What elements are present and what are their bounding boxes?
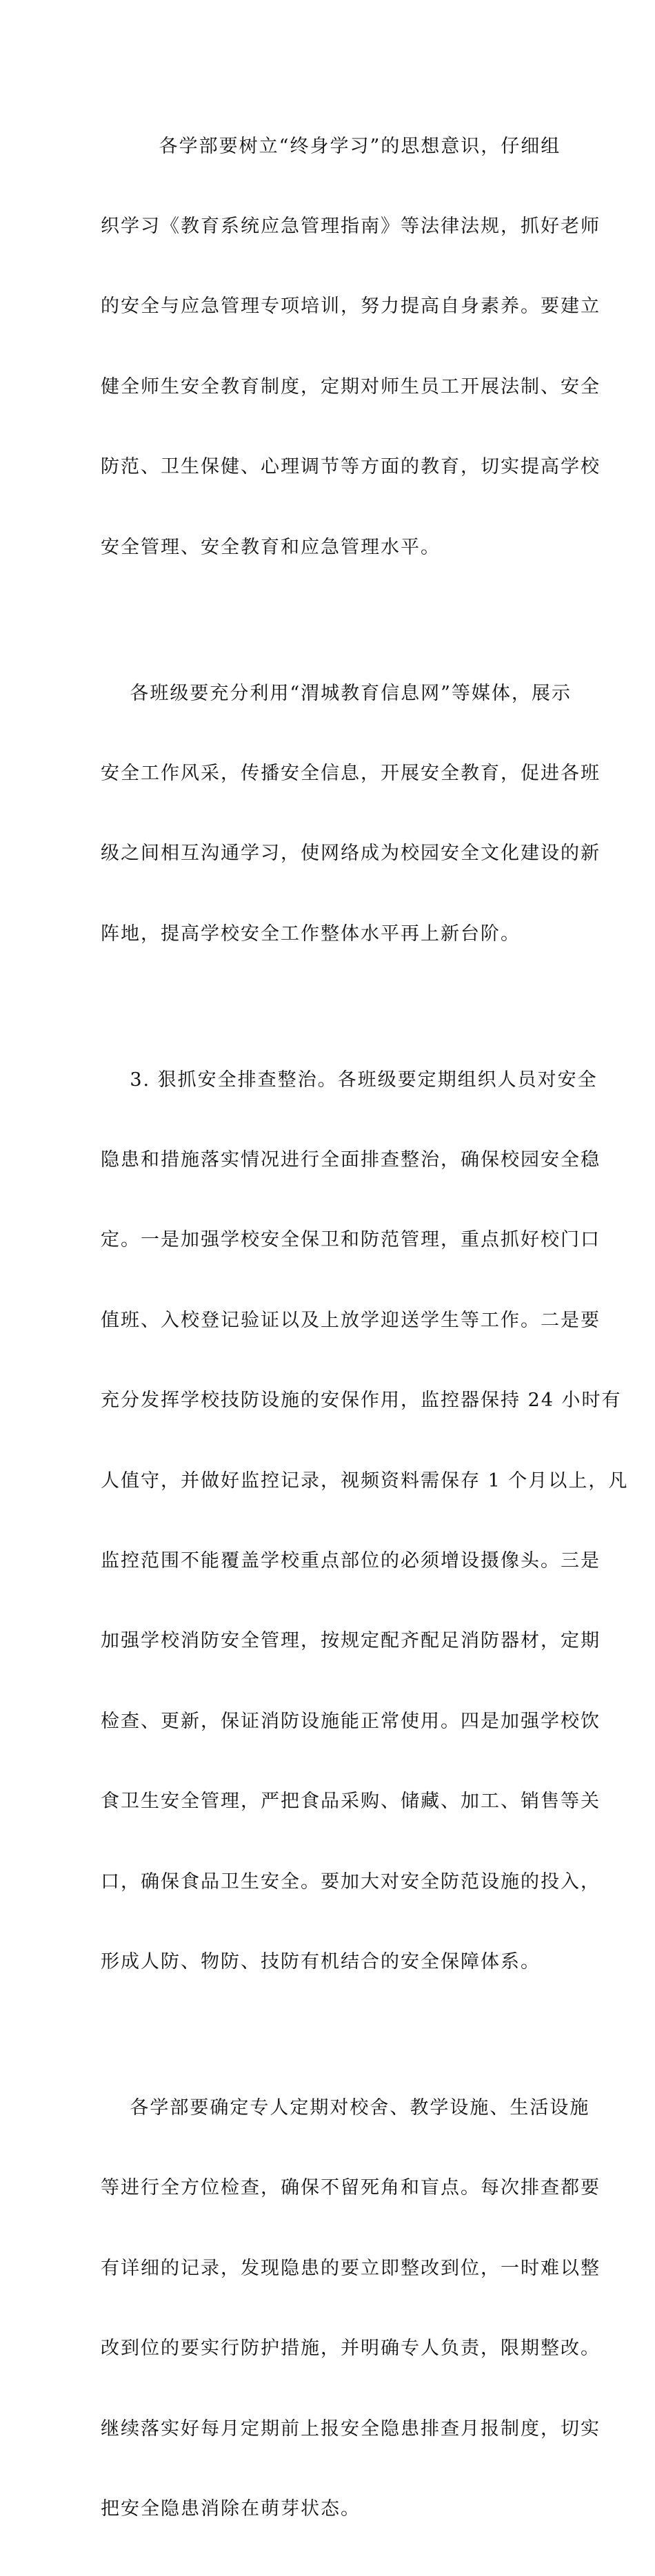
text-line: 有详细的记录，发现隐患的要立即整改到位，一时难以整 bbox=[101, 2257, 601, 2279]
text-line: 继续落实好每月定期前上报安全隐患排查月报制度，切实 bbox=[101, 2418, 601, 2440]
text-line: 等进行全方位检查，确保不留死角和盲点。每次排查都要 bbox=[101, 2177, 601, 2199]
text-line: 隐患和措施落实情况进行全面排查整治，确保校园安全稳 bbox=[101, 1149, 601, 1171]
text-line: 3. 狠抓安全排查整治。各班级要定期组织人员对安全 bbox=[101, 1069, 598, 1091]
text-line: 值班、入校登记验证以及上放学迎送学生等工作。二是要 bbox=[101, 1309, 601, 1331]
text-line: 定。一是加强学校安全保卫和防范管理，重点抓好校门口 bbox=[101, 1229, 601, 1251]
text-line: 形成人防、物防、技防有机结合的安全保障体系。 bbox=[101, 1950, 541, 1972]
document-body bbox=[101, 80, 629, 2576]
text-line: 级之间相互沟通学习，使网络成为校园安全文化建设的新 bbox=[101, 843, 601, 865]
text-line: 改到位的要实行防护措施，并明确专人负责，限期整改。 bbox=[101, 2338, 601, 2360]
text-line: 健全师生安全教育制度，定期对师生员工开展法制、安全 bbox=[101, 375, 601, 398]
text-line: 安全管理、安全教育和应急管理水平。 bbox=[101, 536, 441, 558]
text-line: 各学部要确定专人定期对校舍、教学设施、生活设施 bbox=[101, 2096, 590, 2119]
text-line: 充分发挥学校技防设施的安保作用，监控器保持 24 小时有 bbox=[101, 1390, 622, 1412]
text-line: 的安全与应急管理专项培训，努力提高自身素养。要建立 bbox=[101, 296, 601, 318]
paragraph-3 bbox=[101, 1013, 629, 2029]
paragraph-2 bbox=[101, 627, 601, 1001]
text-line: 各班级要充分利用“渭城教育信息网”等媒体，展示 bbox=[101, 682, 572, 704]
text-line: 口，确保食品卫生安全。要加大对安全防范设施的投入， bbox=[101, 1871, 601, 1893]
text-line: 把安全隐患消除在萌芽状态。 bbox=[101, 2497, 361, 2520]
text-line: 人值守，并做好监控记录，视频资料需保存 1 个月以上，凡 bbox=[101, 1470, 629, 1492]
text-line: 各学部要树立“终身学习”的思想意识，仔细组 bbox=[101, 135, 561, 157]
text-line: 安全工作风采，传播安全信息，开展安全教育，促进各班 bbox=[101, 762, 601, 784]
text-line: 加强学校消防安全管理，按规定配齐配足消防器材，定期 bbox=[101, 1630, 601, 1652]
text-line: 食卫生安全管理，严把食品采购、储藏、加工、销售等关 bbox=[101, 1791, 601, 1813]
text-line: 检查、更新，保证消防设施能正常使用。四是加强学校饮 bbox=[101, 1710, 601, 1732]
paragraph-4 bbox=[101, 2041, 601, 2576]
text-line: 防范、卫生保健、心理调节等方面的教育，切实提高学校 bbox=[101, 456, 601, 478]
paragraph-1 bbox=[101, 80, 601, 615]
text-line: 阵地，提高学校安全工作整体水平再上新台阶。 bbox=[101, 923, 521, 945]
text-line: 织学习《教育系统应急管理指南》等法律法规，抓好老师 bbox=[101, 215, 601, 237]
text-line: 监控范围不能覆盖学校重点部位的必须增设摄像头。三是 bbox=[101, 1550, 601, 1572]
